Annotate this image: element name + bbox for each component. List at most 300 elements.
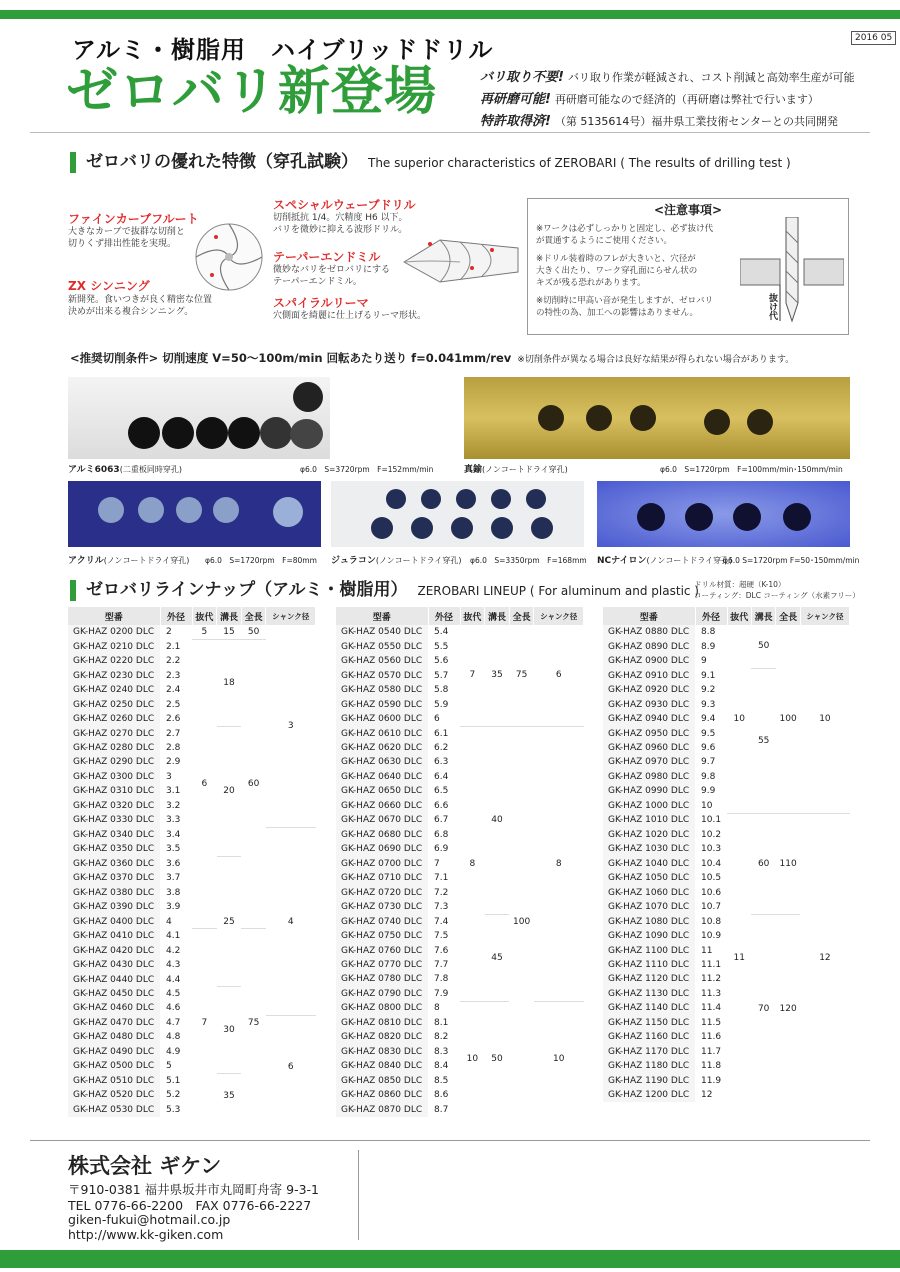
clearance-label: 抜け代 — [767, 293, 777, 320]
model-number: GK-HAZ 0980 DLC — [603, 770, 695, 784]
diameter: 11.4 — [701, 1003, 722, 1014]
diameter: 3.1 — [166, 786, 181, 797]
flute-length: 50 — [757, 641, 770, 652]
bottom-green-bar — [0, 1250, 900, 1268]
model-number: GK-HAZ 0490 DLC — [68, 1045, 160, 1059]
diameter: 11.6 — [701, 1032, 722, 1043]
model-number: GK-HAZ 0310 DLC — [68, 784, 160, 798]
diameter: 7.4 — [434, 916, 449, 927]
diameter: 9.6 — [701, 742, 716, 753]
model-number: GK-HAZ 0720 DLC — [336, 885, 428, 899]
model-number: GK-HAZ 0760 DLC — [336, 943, 428, 957]
diameter: 10 — [701, 800, 713, 811]
model-number: GK-HAZ 1180 DLC — [603, 1059, 695, 1073]
diameter: 2.3 — [166, 670, 181, 681]
diameter: 8.8 — [701, 627, 716, 638]
model-number: GK-HAZ 0820 DLC — [336, 1030, 428, 1044]
diameter: 10.4 — [701, 858, 722, 869]
address: 〒910-0381 福井県坂井市丸岡町舟寄 9-3-1 — [68, 1182, 320, 1197]
model-number: GK-HAZ 0890 DLC — [603, 639, 695, 653]
caption-acrylic: アクリル(ノンコートドライ穿孔) — [68, 556, 190, 566]
drill-side-illustration — [400, 230, 520, 290]
diameter: 10.3 — [701, 844, 722, 855]
model-number: GK-HAZ 0790 DLC — [336, 987, 428, 1001]
diameter: 10.5 — [701, 873, 722, 884]
diameter: 5.6 — [434, 656, 449, 667]
overall-length: 120 — [776, 914, 800, 1102]
section-heading-lineup: ゼロバリラインナップ（アルミ・樹脂用） ZEROBARI LINEUP ( For aluminum and plastic ) — [70, 580, 699, 601]
diameter: 6 — [434, 714, 440, 725]
feature-title-fine-curve: ファインカーブフルート — [68, 212, 199, 226]
feature-desc-spiral: 穴側面を綺麗に仕上げるリーマ形状。 — [273, 311, 427, 321]
diameter: 2.6 — [166, 714, 181, 725]
shank-diameter: 6 — [555, 670, 562, 681]
shank-diameter: 8 — [534, 726, 584, 1001]
shank-diameter: 6 — [266, 1016, 316, 1117]
table-row — [68, 1016, 316, 1030]
note-3: ※切削時に甲高い音が発生しますが、ゼロバリ の特性の為、加工への影響はありません。 — [536, 296, 714, 318]
diameter: 4.2 — [166, 945, 181, 956]
diameter: 11.9 — [701, 1075, 722, 1086]
diameter: 7.5 — [434, 931, 449, 942]
flute-length: 55 — [751, 668, 775, 813]
diameter: 4.5 — [166, 988, 181, 999]
diameter: 8.4 — [434, 1061, 449, 1072]
model-number: GK-HAZ 1130 DLC — [603, 987, 695, 1001]
note-1: ※ワークは必ずしっかりと固定し、必ず抜け代 が貫通するようにご使用ください。 — [536, 224, 714, 246]
section-heading-features: ゼロバリの優れた特徴（穿孔試験） The superior characteristics of ZEROBARI ( The results of drilling test ) — [70, 152, 791, 173]
flute-length: 70 — [751, 914, 775, 1102]
diameter: 4.1 — [166, 931, 181, 942]
drill-tip-illustration — [186, 215, 272, 295]
diameter: 8 — [434, 1003, 440, 1014]
model-number: GK-HAZ 0650 DLC — [336, 784, 428, 798]
caption-brass: 真鍮(ノンコートドライ穿孔) — [464, 465, 568, 475]
table-row — [603, 625, 850, 639]
main-title: ゼロバリ新登場 — [66, 62, 438, 122]
shank-diameter: 4 — [266, 828, 316, 1016]
diameter: 3.9 — [166, 902, 181, 913]
model-number: GK-HAZ 0870 DLC — [336, 1102, 428, 1116]
diameter: 4.6 — [166, 1003, 181, 1014]
diameter: 5.4 — [434, 627, 449, 638]
model-number: GK-HAZ 0460 DLC — [68, 1001, 160, 1015]
model-number: GK-HAZ 1190 DLC — [603, 1074, 695, 1088]
model-number: GK-HAZ 0420 DLC — [68, 943, 160, 957]
model-number: GK-HAZ 0280 DLC — [68, 741, 160, 755]
overall-length: 75 — [241, 929, 266, 1117]
diameter: 7.2 — [434, 887, 449, 898]
model-number: GK-HAZ 0860 DLC — [336, 1088, 428, 1102]
clearance: 8 — [460, 726, 485, 1001]
email-link[interactable]: giken-fukui@hotmail.co.jp — [68, 1212, 231, 1227]
issue-date: 2016 05 — [851, 31, 896, 45]
model-number: GK-HAZ 0530 DLC — [68, 1103, 160, 1117]
diameter: 11.3 — [701, 988, 722, 999]
workpiece-diagram — [740, 217, 844, 331]
model-number: GK-HAZ 0600 DLC — [336, 712, 428, 726]
model-number: GK-HAZ 0300 DLC — [68, 770, 160, 784]
flute-length: 50 — [485, 1001, 510, 1117]
footer-vertical-divider — [358, 1150, 359, 1240]
diameter: 3 — [166, 771, 172, 782]
model-number: GK-HAZ 0800 DLC — [336, 1001, 428, 1015]
model-number: GK-HAZ 0780 DLC — [336, 972, 428, 986]
diameter: 12 — [701, 1090, 713, 1101]
photo-acrylic — [68, 481, 321, 547]
diameter: 7.6 — [434, 945, 449, 956]
diameter: 5.1 — [166, 1075, 181, 1086]
model-number: GK-HAZ 0260 DLC — [68, 712, 160, 726]
table-row — [336, 625, 584, 639]
overall-length: 50 — [247, 627, 260, 637]
table-row — [68, 625, 316, 640]
diameter: 5.5 — [434, 641, 449, 652]
footer-divider — [30, 1140, 870, 1141]
flute-length: 60 — [751, 813, 775, 914]
diameter: 6.8 — [434, 829, 449, 840]
model-number: GK-HAZ 0850 DLC — [336, 1074, 428, 1088]
model-number: GK-HAZ 0740 DLC — [336, 914, 428, 928]
website-link[interactable]: http://www.kk-giken.com — [68, 1227, 224, 1242]
model-number: GK-HAZ 1040 DLC — [603, 857, 695, 871]
diameter: 11.5 — [701, 1017, 722, 1028]
model-number: GK-HAZ 1170 DLC — [603, 1045, 695, 1059]
flute-length: 40 — [485, 726, 510, 914]
shank-diameter: 3 — [287, 721, 294, 732]
model-number: GK-HAZ 0950 DLC — [603, 726, 695, 740]
model-number: GK-HAZ 0400 DLC — [68, 914, 160, 928]
model-number: GK-HAZ 1000 DLC — [603, 799, 695, 813]
diameter: 9.9 — [701, 786, 716, 797]
table-row — [68, 828, 316, 842]
diameter: 6.6 — [434, 800, 449, 811]
diameter: 5 — [166, 1061, 172, 1072]
model-number: GK-HAZ 1060 DLC — [603, 885, 695, 899]
model-number: GK-HAZ 0810 DLC — [336, 1016, 428, 1030]
diameter: 8.1 — [434, 1017, 449, 1028]
clearance: 7 — [192, 929, 217, 1117]
model-number: GK-HAZ 1200 DLC — [603, 1088, 695, 1102]
model-number: GK-HAZ 0930 DLC — [603, 697, 695, 711]
overall-length: 110 — [776, 813, 800, 914]
diameter: 4.3 — [166, 960, 181, 971]
table-row — [336, 1001, 584, 1015]
model-number: GK-HAZ 0550 DLC — [336, 639, 428, 653]
caption-duracon: ジュラコン(ノンコートドライ穿孔) — [331, 556, 462, 566]
model-number: GK-HAZ 1070 DLC — [603, 900, 695, 914]
diameter: 9.1 — [701, 670, 716, 681]
diameter: 4.8 — [166, 1032, 181, 1043]
shank-diameter: 10 — [534, 1001, 584, 1117]
model-number: GK-HAZ 0620 DLC — [336, 741, 428, 755]
diameter: 11.1 — [701, 960, 722, 971]
shank-diameter: 12 — [800, 813, 849, 1102]
model-number: GK-HAZ 0960 DLC — [603, 741, 695, 755]
diameter: 3.5 — [166, 844, 181, 855]
diameter: 6.9 — [434, 844, 449, 855]
flute-length: 45 — [485, 914, 510, 1001]
lineup-table-3: 型番 外径 抜代 溝長 全長 シャンク径 GK-HAZ 0880 DLC 8.8 10 50 100 10 GK-HAZ 0890 DLC 8.9 GK-HAZ 0900 DLC 9 GK-HAZ 0910 DLC 9.1 55 GK-HAZ 0920 DLC 9.2 GK-HAZ 0930 DLC 9.3 GK-HAZ 0940 DLC 9.4 GK-HAZ 0950 DLC 9.5 GK-HAZ 0960 DLC 9.6 GK-HAZ 0970 DLC 9.7 GK-HAZ 0980 DLC 9.8 GK-HAZ 0990 DLC 9.9 GK-HAZ 1000 DLC 10 GK-HAZ 1010 DLC 10.1 11 60 110 12 GK-HAZ 1020 DLC 10.2 GK-HAZ 1030 DLC 10.3 GK-HAZ 1040 DLC 10.4 GK-HAZ 1050 DLC 10.5 GK-HAZ 1060 DLC 10.6 GK-HAZ 1070 DLC 10.7 GK-HAZ 1080 DLC 10.8 70 120 GK-HAZ 1090 DLC 10.9 GK-HAZ 1100 DLC 11 GK-HAZ 1110 DLC 11.1 GK-HAZ 1120 DLC 11.2 GK-HAZ 1130 DLC 11.3 GK-HAZ 1140 DLC 11.4 GK-HAZ 1150 DLC 11.5 GK-HAZ 1160 DLC 11.6 GK-HAZ 1170 DLC 11.7 GK-HAZ 1180 DLC 11.8 GK-HAZ 1190 DLC 11.9 GK-HAZ 1200 DLC 12 — [603, 607, 850, 1102]
model-number: GK-HAZ 0440 DLC — [68, 972, 160, 986]
diameter: 8.7 — [434, 1104, 449, 1115]
top-green-bar — [0, 10, 900, 19]
feature-desc-wave: 切削抵抗 1/4。穴精度 H6 以下。 バリを微妙に抑える波形ドリル。 — [273, 213, 408, 235]
model-number: GK-HAZ 1120 DLC — [603, 972, 695, 986]
model-number: GK-HAZ 0250 DLC — [68, 697, 160, 711]
diameter: 3.3 — [166, 815, 181, 826]
diameter: 10.7 — [701, 902, 722, 913]
model-number: GK-HAZ 0880 DLC — [603, 625, 695, 639]
model-number: GK-HAZ 0710 DLC — [336, 871, 428, 885]
model-number: GK-HAZ 1010 DLC — [603, 813, 695, 827]
diameter: 6.1 — [434, 728, 449, 739]
diameter: 5.9 — [434, 699, 449, 710]
model-number: GK-HAZ 1100 DLC — [603, 943, 695, 957]
photo-brass — [464, 377, 850, 459]
note-2: ※ドリル装着時のフレが大きいと、穴径が 大きく出たり、ワーク穿孔面にらせん状の キズが残る恐れがあります。 — [536, 254, 698, 288]
model-number: GK-HAZ 0370 DLC — [68, 871, 160, 885]
diameter: 2.5 — [166, 699, 181, 710]
flute-length: 35 — [217, 1074, 242, 1117]
diameter: 7.9 — [434, 988, 449, 999]
feature-title-wave: スペシャルウェーブドリル — [273, 198, 416, 212]
model-number: GK-HAZ 0640 DLC — [336, 770, 428, 784]
diameter: 7 — [434, 858, 440, 869]
diameter: 9.2 — [701, 685, 716, 696]
model-number: GK-HAZ 1160 DLC — [603, 1030, 695, 1044]
model-number: GK-HAZ 0840 DLC — [336, 1059, 428, 1073]
diameter: 6.4 — [434, 771, 449, 782]
caption-aluminum: アルミ6063(二重板同時穿孔) — [68, 465, 182, 475]
diameter: 5.2 — [166, 1090, 181, 1101]
divider — [30, 132, 870, 133]
model-number: GK-HAZ 1080 DLC — [603, 914, 695, 928]
model-number: GK-HAZ 0630 DLC — [336, 755, 428, 769]
feature-desc-taper: 微妙なバリをゼロバリにする テーパーエンドミル。 — [273, 265, 391, 287]
model-number: GK-HAZ 0680 DLC — [336, 828, 428, 842]
diameter: 9.8 — [701, 771, 716, 782]
table-row — [336, 726, 584, 740]
clearance: 11 — [727, 813, 751, 1102]
model-number: GK-HAZ 0230 DLC — [68, 668, 160, 682]
lineup-material-note: ドリル材質：超硬（K-10） コーティング：DLC コーティング（水素フリー） — [694, 580, 860, 600]
feature-title-zx: ZX シンニング — [68, 279, 150, 293]
model-number: GK-HAZ 0750 DLC — [336, 929, 428, 943]
feature-1: バリ取り不要! バリ取り作業が軽減され、コスト削減と高効率生産が可能 — [480, 70, 855, 85]
model-number: GK-HAZ 0900 DLC — [603, 654, 695, 668]
model-number: GK-HAZ 0910 DLC — [603, 668, 695, 682]
diameter: 4 — [166, 916, 172, 927]
diameter: 9.7 — [701, 757, 716, 768]
diameter: 4.9 — [166, 1046, 181, 1057]
diameter: 2 — [166, 627, 172, 638]
diameter: 7.7 — [434, 960, 449, 971]
diameter: 8.2 — [434, 1032, 449, 1043]
model-number: GK-HAZ 0540 DLC — [336, 625, 428, 639]
diameter: 5.3 — [166, 1104, 181, 1115]
model-number: GK-HAZ 0290 DLC — [68, 755, 160, 769]
diameter: 8.5 — [434, 1075, 449, 1086]
clearance: 10 — [733, 713, 745, 724]
model-number: GK-HAZ 0700 DLC — [336, 857, 428, 871]
model-number: GK-HAZ 0240 DLC — [68, 683, 160, 697]
table-row — [603, 813, 850, 827]
diameter: 8.6 — [434, 1090, 449, 1101]
model-number: GK-HAZ 0450 DLC — [68, 987, 160, 1001]
diameter: 6.5 — [434, 786, 449, 797]
diameter: 3.2 — [166, 800, 181, 811]
diameter: 3.6 — [166, 858, 181, 869]
model-number: GK-HAZ 0470 DLC — [68, 1016, 160, 1030]
model-number: GK-HAZ 0220 DLC — [68, 654, 160, 668]
model-number: GK-HAZ 1110 DLC — [603, 958, 695, 972]
diameter: 2.8 — [166, 743, 181, 754]
model-number: GK-HAZ 0560 DLC — [336, 654, 428, 668]
diameter: 7.1 — [434, 873, 449, 884]
model-number: GK-HAZ 0730 DLC — [336, 900, 428, 914]
diameter: 6.7 — [434, 815, 449, 826]
diameter: 2.1 — [166, 641, 181, 652]
shank-diameter: 10 — [819, 713, 831, 724]
model-number: GK-HAZ 1050 DLC — [603, 871, 695, 885]
diameter: 2.7 — [166, 728, 181, 739]
diameter: 8.9 — [701, 641, 716, 652]
model-number: GK-HAZ 0360 DLC — [68, 857, 160, 871]
phone-fax: TEL 0776-66-2200 FAX 0776-66-2227 — [68, 1198, 312, 1213]
model-number: GK-HAZ 0270 DLC — [68, 726, 160, 740]
model-number: GK-HAZ 0970 DLC — [603, 755, 695, 769]
clearance: 7 — [469, 670, 476, 681]
model-number: GK-HAZ 0830 DLC — [336, 1045, 428, 1059]
model-number: GK-HAZ 1020 DLC — [603, 828, 695, 842]
overall-length: 75 — [515, 670, 528, 681]
diameter: 9.5 — [701, 728, 716, 739]
flute-length: 18 — [217, 640, 242, 727]
model-number: GK-HAZ 0770 DLC — [336, 958, 428, 972]
diameter: 11.7 — [701, 1046, 722, 1057]
model-number: GK-HAZ 0330 DLC — [68, 813, 160, 827]
notes-title: <注意事項> — [653, 203, 723, 217]
diameter: 3.8 — [166, 887, 181, 898]
flute-length: 15 — [223, 627, 235, 637]
model-number: GK-HAZ 0340 DLC — [68, 828, 160, 842]
spec-acrylic: φ6.0 S=1720rpm F=80mm — [205, 556, 317, 565]
model-number: GK-HAZ 0430 DLC — [68, 958, 160, 972]
model-number: GK-HAZ 0390 DLC — [68, 900, 160, 914]
feature-desc-fine-curve: 大きなカーブで抜群な切削と 切りくず排出性能を実現。 — [68, 227, 185, 249]
diameter: 7.8 — [434, 974, 449, 985]
photo-duracon — [331, 481, 584, 547]
feature-title-taper: テーパーエンドミル — [273, 250, 381, 264]
diameter: 4.4 — [166, 974, 181, 985]
model-number: GK-HAZ 0480 DLC — [68, 1030, 160, 1044]
spec-brass: φ6.0 S=1720rpm F=100mm/min･150mm/min — [660, 465, 843, 474]
caption-nylon: NCナイロン(ノンコートドライ穿孔) — [597, 556, 733, 566]
diameter: 11.8 — [701, 1061, 722, 1072]
model-number: GK-HAZ 0510 DLC — [68, 1074, 160, 1088]
diameter: 9.3 — [701, 699, 716, 710]
flute-length: 20 — [217, 726, 242, 856]
diameter: 7.3 — [434, 902, 449, 913]
subtitle: アルミ・樹脂用 ハイブリッドドリル — [72, 36, 494, 64]
model-number: GK-HAZ 0350 DLC — [68, 842, 160, 856]
diameter: 6.3 — [434, 757, 449, 768]
diameter: 10.1 — [701, 815, 722, 826]
feature-2: 再研磨可能! 再研磨可能なので経済的（再研磨は弊社で行います） — [480, 92, 819, 107]
overall-length: 100 — [779, 713, 797, 724]
spec-nylon: φ6.0 S=1720rpm F=50･150mm/min — [723, 556, 860, 565]
model-number: GK-HAZ 0920 DLC — [603, 683, 695, 697]
flute-length: 25 — [217, 857, 242, 987]
model-number: GK-HAZ 0660 DLC — [336, 799, 428, 813]
model-number: GK-HAZ 0210 DLC — [68, 640, 160, 654]
model-number: GK-HAZ 1090 DLC — [603, 929, 695, 943]
clearance: 5 — [201, 627, 208, 637]
photo-aluminum — [68, 377, 330, 459]
model-number: GK-HAZ 0500 DLC — [68, 1059, 160, 1073]
diameter: 10.8 — [701, 916, 722, 927]
flute-length: 30 — [217, 987, 242, 1074]
model-number: GK-HAZ 0410 DLC — [68, 929, 160, 943]
feature-title-spiral: スパイラルリーマ — [273, 296, 369, 310]
notes-box — [527, 198, 849, 335]
model-number: GK-HAZ 0570 DLC — [336, 668, 428, 682]
clearance: 6 — [192, 640, 217, 929]
model-number: GK-HAZ 0200 DLC — [68, 625, 160, 640]
model-number: GK-HAZ 0380 DLC — [68, 885, 160, 899]
diameter: 3.7 — [166, 873, 181, 884]
model-number: GK-HAZ 1150 DLC — [603, 1016, 695, 1030]
diameter: 2.9 — [166, 757, 181, 768]
diameter: 6.2 — [434, 742, 449, 753]
diameter: 5.8 — [434, 685, 449, 696]
diameter: 10.9 — [701, 931, 722, 942]
diameter: 2.4 — [166, 685, 181, 696]
company-name: 株式会社 ギケン — [68, 1154, 222, 1178]
diameter: 9 — [701, 656, 707, 667]
model-number: GK-HAZ 1030 DLC — [603, 842, 695, 856]
model-number: GK-HAZ 0580 DLC — [336, 683, 428, 697]
model-number: GK-HAZ 0520 DLC — [68, 1088, 160, 1102]
spec-duracon: φ6.0 S=3350rpm F=168mm — [470, 556, 587, 565]
spec-aluminum: φ6.0 S=3720rpm F=152mm/min — [300, 465, 434, 474]
cutting-conditions: <推奨切削条件> 切削速度 V=50〜100m/min 回転あたり送り f=0.041mm/rev ※切削条件が異なる場合は良好な結果が得られない場合があります。 — [70, 351, 795, 365]
diameter: 10.6 — [701, 887, 722, 898]
feature-desc-zx: 新開発。食いつきが良く精密な位置 決めが出来る複合シンニング。 — [68, 295, 213, 317]
diameter: 4.7 — [166, 1017, 181, 1028]
photo-nylon — [597, 481, 850, 547]
model-number: GK-HAZ 0610 DLC — [336, 726, 428, 740]
diameter: 11 — [701, 945, 713, 956]
model-number: GK-HAZ 0690 DLC — [336, 842, 428, 856]
lineup-table-2: 型番 外径 抜代 溝長 全長 シャンク径 GK-HAZ 0540 DLC 5.4 7 35 75 6 GK-HAZ 0550 DLC 5.5 GK-HAZ 0560 DLC 5.6 GK-HAZ 0570 DLC 5.7 GK-HAZ 0580 DLC 5.8 GK-HAZ 0590 DLC 5.9 GK-HAZ 0600 DLC 6 GK-HAZ 0610 DLC 6.1 8 40 100 8 GK-HAZ 0620 DLC 6.2 GK-HAZ 0630 DLC 6.3 GK-HAZ 0640 DLC 6.4 GK-HAZ 0650 DLC 6.5 GK-HAZ 0660 DLC 6.6 GK-HAZ 0670 DLC 6.7 GK-HAZ 0680 DLC 6.8 GK-HAZ 0690 DLC 6.9 GK-HAZ 0700 DLC 7 GK-HAZ 0710 DLC 7.1 GK-HAZ 0720 DLC 7.2 GK-HAZ 0730 DLC 7.3 GK-HAZ 0740 DLC 7.4 45 GK-HAZ 0750 DLC 7.5 GK-HAZ 0760 DLC 7.6 GK-HAZ 0770 DLC 7.7 GK-HAZ 0780 DLC 7.8 GK-HAZ 0790 DLC 7.9 GK-HAZ 0800 DLC 8 10 50 10 GK-HAZ 0810 DLC 8.1 GK-HAZ 0820 DLC 8.2 GK-HAZ 0830 DLC 8.3 GK-HAZ 0840 DLC 8.4 GK-HAZ 0850 DLC 8.5 GK-HAZ 0860 DLC 8.6 GK-HAZ 0870 DLC 8.7 — [336, 607, 584, 1117]
model-number: GK-HAZ 1140 DLC — [603, 1001, 695, 1015]
diameter: 9.4 — [701, 714, 716, 725]
model-number: GK-HAZ 0670 DLC — [336, 813, 428, 827]
lineup-table-1: 型番 外径 抜代 溝長 全長 シャンク径 GK-HAZ 0200 DLC 2 5 15 50 3 GK-HAZ 0210 DLC 2.1 6 18 60 GK-HAZ 0220 DLC 2.2 GK-HAZ 0230 DLC 2.3 GK-HAZ 0240 DLC 2.4 GK-HAZ 0250 DLC 2.5 GK-HAZ 0260 DLC 2.6 GK-HAZ 0270 DLC 2.7 20 GK-HAZ 0280 DLC 2.8 GK-HAZ 0290 DLC 2.9 GK-HAZ 0300 DLC 3 GK-HAZ 0310 DLC 3.1 GK-HAZ 0320 DLC 3.2 GK-HAZ 0330 DLC 3.3 GK-HAZ 0340 DLC 3.4 4 GK-HAZ 0350 DLC 3.5 GK-HAZ 0360 DLC 3.6 25 GK-HAZ 0370 DLC 3.7 GK-HAZ 0380 DLC 3.8 GK-HAZ 0390 DLC 3.9 GK-HAZ 0400 DLC 4 GK-HAZ 0410 DLC 4.1 7 75 GK-HAZ 0420 DLC 4.2 GK-HAZ 0430 DLC 4.3 GK-HAZ 0440 DLC 4.4 GK-HAZ 0450 DLC 4.5 30 GK-HAZ 0460 DLC 4.6 GK-HAZ 0470 DLC 4.7 6 GK-HAZ 0480 DLC 4.8 GK-HAZ 0490 DLC 4.9 GK-HAZ 0500 DLC 5 GK-HAZ 0510 DLC 5.1 35 GK-HAZ 0520 DLC 5.2 GK-HAZ 0530 DLC 5.3 — [68, 607, 316, 1117]
model-number: GK-HAZ 0990 DLC — [603, 784, 695, 798]
flute-length: 35 — [491, 670, 503, 681]
feature-3: 特許取得済! （第 5135614号）福井県工業技術センターとの共同開発 — [480, 114, 838, 129]
overall-length: 100 — [509, 726, 534, 1117]
diameter: 2.2 — [166, 656, 181, 667]
diameter: 8.3 — [434, 1046, 449, 1057]
model-number: GK-HAZ 0590 DLC — [336, 697, 428, 711]
model-number: GK-HAZ 0320 DLC — [68, 799, 160, 813]
diameter: 3.4 — [166, 829, 181, 840]
clearance: 10 — [460, 1001, 485, 1117]
